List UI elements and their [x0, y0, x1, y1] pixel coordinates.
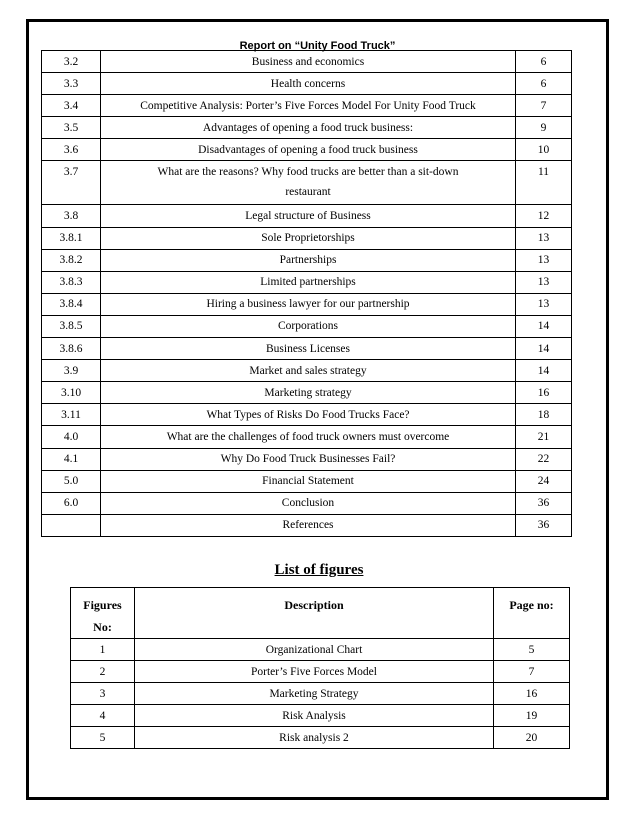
figure-page-number: 5: [494, 639, 570, 661]
toc-section-title: Business Licenses: [101, 338, 516, 360]
toc-section-title: Partnerships: [101, 249, 516, 271]
table-row: [42, 161, 572, 205]
toc-section-title: Legal structure of Business: [101, 205, 516, 227]
toc-section-title: Competitive Analysis: Porter’s Five Forces Model For Unity Food Truck: [101, 95, 516, 117]
figure-number: 4: [71, 705, 135, 727]
table-row: [42, 470, 572, 492]
toc-section-number: 3.9: [42, 360, 101, 382]
table-row: [42, 448, 572, 470]
toc-section-number: 3.7: [42, 161, 101, 205]
toc-page-number: 7: [516, 95, 572, 117]
toc-section-title: Disadvantages of opening a food truck business: [101, 139, 516, 161]
toc-section-title: References: [101, 514, 516, 536]
toc-page-number: 36: [516, 492, 572, 514]
toc-section-title: Market and sales strategy: [101, 360, 516, 382]
toc-page-number: 13: [516, 271, 572, 293]
toc-section-number: 3.8.2: [42, 249, 101, 271]
table-row: [71, 683, 570, 705]
toc-section-number: 3.11: [42, 404, 101, 426]
toc-section-title: Why Do Food Truck Businesses Fail?: [101, 448, 516, 470]
toc-section-number: 3.8.4: [42, 293, 101, 315]
figure-page-number: 16: [494, 683, 570, 705]
table-row: [42, 492, 572, 514]
toc-page-number: 16: [516, 382, 572, 404]
toc-section-number: 4.1: [42, 448, 101, 470]
toc-page-number: 13: [516, 227, 572, 249]
toc-section-number: 3.8.1: [42, 227, 101, 249]
toc-section-title: [101, 161, 516, 205]
table-row: [42, 95, 572, 117]
figures-page-header: Page no:: [494, 588, 570, 639]
table-row: [42, 205, 572, 227]
toc-section-number: 3.2: [42, 51, 101, 73]
toc-page-number: 36: [516, 514, 572, 536]
table-row: [42, 404, 572, 426]
toc-page-number: 24: [516, 470, 572, 492]
toc-section-title: Hiring a business lawyer for our partnership: [101, 293, 516, 315]
toc-section-title: Sole Proprietorships: [101, 227, 516, 249]
table-row: [42, 249, 572, 271]
toc-section-title: Corporations: [101, 315, 516, 337]
table-row: [42, 51, 572, 73]
figure-number: 5: [71, 727, 135, 749]
toc-section-number: 3.10: [42, 382, 101, 404]
table-row: [42, 293, 572, 315]
toc-page-number: 6: [516, 73, 572, 95]
toc-page-number: 12: [516, 205, 572, 227]
figure-number: 1: [71, 639, 135, 661]
toc-title-line-2: restaurant: [285, 186, 331, 199]
figure-number: 3: [71, 683, 135, 705]
table-row: [42, 426, 572, 448]
toc-page-number: 6: [516, 51, 572, 73]
figure-page-number: 7: [494, 661, 570, 683]
toc-section-number: [42, 514, 101, 536]
figure-description: Marketing Strategy: [135, 683, 494, 705]
toc-section-title: Financial Statement: [101, 470, 516, 492]
table-row: [71, 705, 570, 727]
table-row: [42, 73, 572, 95]
toc-page-number: 14: [516, 360, 572, 382]
figure-description: Organizational Chart: [135, 639, 494, 661]
table-row: [71, 661, 570, 683]
toc-page-number: 11: [516, 161, 572, 205]
figure-description: Risk analysis 2: [135, 727, 494, 749]
figure-description: Porter’s Five Forces Model: [135, 661, 494, 683]
toc-section-number: 4.0: [42, 426, 101, 448]
toc-section-number: 3.8.6: [42, 338, 101, 360]
list-of-figures-title: List of figures: [274, 562, 364, 578]
toc-section-title: Conclusion: [101, 492, 516, 514]
table-of-contents: [41, 50, 572, 537]
figure-page-number: 20: [494, 727, 570, 749]
toc-section-number: 3.5: [42, 117, 101, 139]
toc-page-number: 18: [516, 404, 572, 426]
toc-section-title: What are the challenges of food truck owners must overcome: [101, 426, 516, 448]
table-row: [42, 360, 572, 382]
toc-page-number: 22: [516, 448, 572, 470]
table-row: [42, 271, 572, 293]
table-row: [42, 139, 572, 161]
toc-section-number: 3.6: [42, 139, 101, 161]
table-row: [42, 227, 572, 249]
table-row: [42, 338, 572, 360]
figure-description: Risk Analysis: [135, 705, 494, 727]
toc-section-title: Business and economics: [101, 51, 516, 73]
figure-page-number: 19: [494, 705, 570, 727]
toc-page-number: 13: [516, 249, 572, 271]
toc-page-number: 13: [516, 293, 572, 315]
table-row: [42, 315, 572, 337]
table-row: [71, 639, 570, 661]
toc-section-number: 6.0: [42, 492, 101, 514]
toc-section-title: Marketing strategy: [101, 382, 516, 404]
toc-page-number: 14: [516, 315, 572, 337]
figures-header-row: [71, 588, 570, 639]
figure-number: 2: [71, 661, 135, 683]
table-row: [42, 382, 572, 404]
figures-no-header: Figures No:: [71, 588, 135, 639]
toc-title-line-1: What are the reasons? Why food trucks are better than a sit-down: [157, 166, 459, 179]
toc-page-number: 9: [516, 117, 572, 139]
toc-page-number: 14: [516, 338, 572, 360]
toc-section-number: 3.8.5: [42, 315, 101, 337]
toc-section-title: Advantages of opening a food truck business:: [101, 117, 516, 139]
table-row: [71, 727, 570, 749]
toc-section-number: 5.0: [42, 470, 101, 492]
toc-page-number: 21: [516, 426, 572, 448]
list-of-figures-table: [70, 587, 570, 749]
toc-section-title: What Types of Risks Do Food Trucks Face?: [101, 404, 516, 426]
toc-section-title: Limited partnerships: [101, 271, 516, 293]
page-header: Report on “Unity Food Truck”: [239, 40, 396, 52]
figures-description-header: Description: [135, 588, 494, 639]
toc-page-number: 10: [516, 139, 572, 161]
table-row: [42, 117, 572, 139]
toc-section-number: 3.3: [42, 73, 101, 95]
toc-section-title: Health concerns: [101, 73, 516, 95]
toc-section-number: 3.4: [42, 95, 101, 117]
toc-section-number: 3.8: [42, 205, 101, 227]
table-row: [42, 514, 572, 536]
toc-section-number: 3.8.3: [42, 271, 101, 293]
